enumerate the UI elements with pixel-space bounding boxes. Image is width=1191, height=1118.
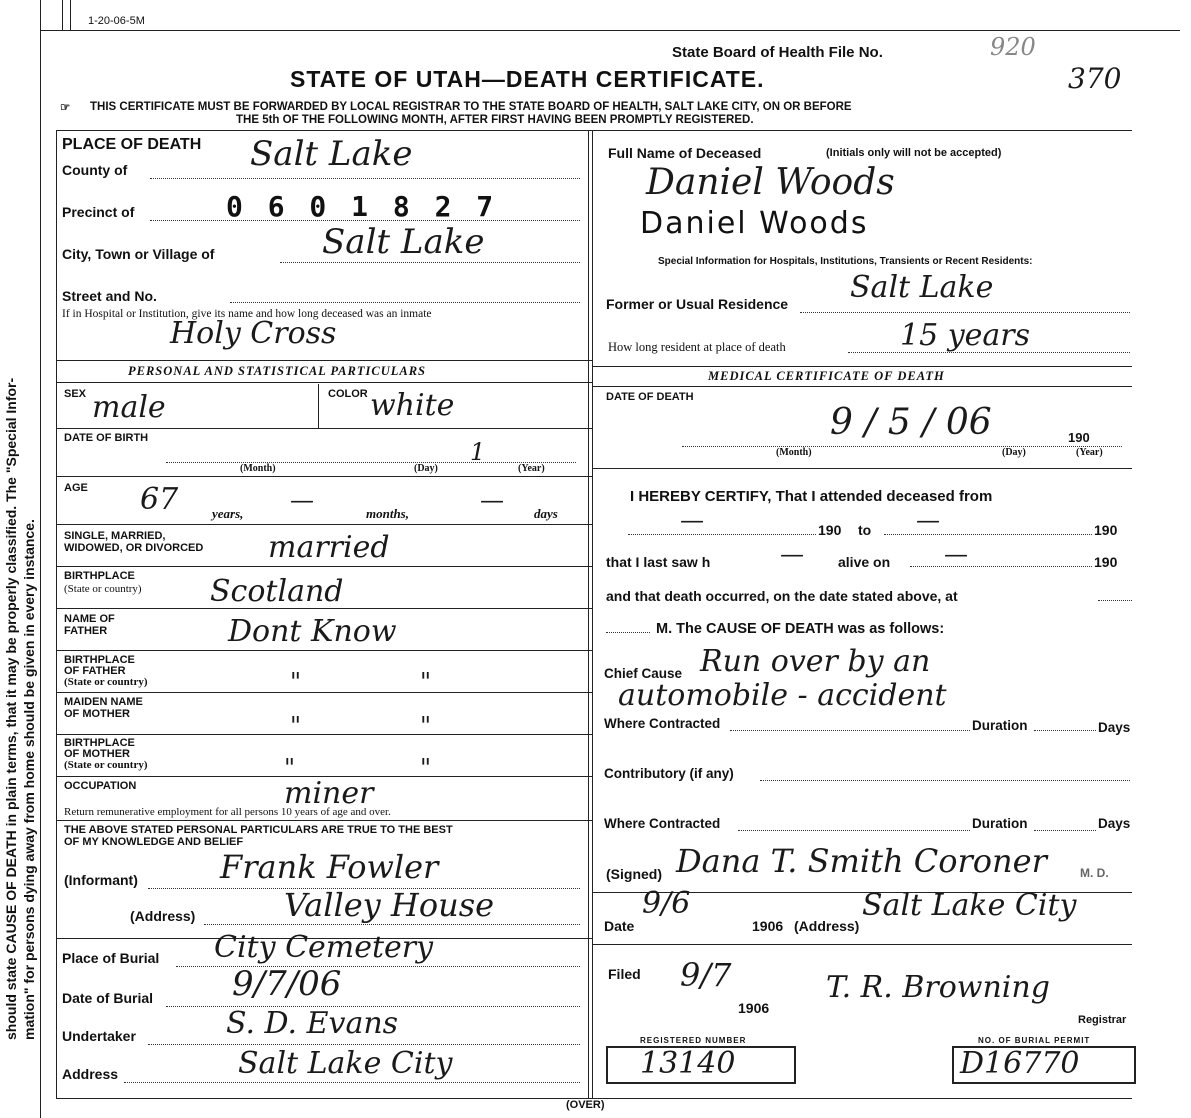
chief-label: Chief Cause — [604, 666, 683, 681]
dob-day: (Day) — [414, 463, 438, 474]
sex-value: male — [92, 390, 166, 425]
birthplace-label-1: BIRTHPLACE — [64, 570, 135, 582]
precinct-value: 0 6 0 1 8 2 7 — [226, 190, 498, 223]
address-line — [204, 924, 580, 925]
mother-ditto-2: " — [420, 712, 432, 740]
corner-number: 370 — [1068, 62, 1122, 95]
dod-month: (Month) — [776, 447, 812, 458]
undertaker-value: S. D. Evans — [226, 1006, 399, 1041]
marital-label-1: SINGLE, MARRIED, — [64, 530, 166, 542]
dob-line — [166, 462, 576, 463]
certify-text: I HEREBY CERTIFY, That I attended deceased from — [630, 488, 993, 505]
alive-line — [910, 566, 1092, 567]
mother-ditto-1: " — [290, 712, 302, 740]
county-label: County of — [62, 162, 128, 178]
true-statement — [64, 824, 453, 848]
und-address-label: Address — [62, 1066, 119, 1082]
reg-no-value: 13140 — [640, 1046, 736, 1081]
to-line — [884, 534, 1092, 535]
resident-value: 15 years — [900, 318, 1031, 353]
from-line — [628, 534, 816, 535]
permit-label: NO. OF BURIAL PERMIT — [978, 1036, 1091, 1045]
sex-color-divider — [318, 384, 319, 428]
addr-label: (Address) — [794, 918, 860, 934]
bp-mother-sub: (State or country) — [64, 759, 148, 771]
dob-month: (Month) — [240, 463, 276, 474]
occupation-note: Return remunerative employment for all persons 10 years of age and over. — [64, 806, 391, 818]
hospital-value: Holy Cross — [170, 316, 337, 351]
side-line-2: mation" for persons dying away from home should be given in every instance. — [21, 519, 37, 1040]
name-print: Daniel Woods — [640, 206, 869, 241]
personal-header: PERSONAL AND STATISTICAL PARTICULARS — [128, 364, 426, 378]
left-tick-1 — [62, 0, 63, 30]
undertaker-line — [148, 1044, 580, 1045]
body-top-rule — [56, 130, 1132, 131]
body-left-rule — [56, 130, 57, 1098]
dod-rule — [592, 468, 1132, 469]
medical-rule-top — [592, 366, 1132, 367]
date-value: 9/6 — [642, 886, 691, 921]
birthplace-sub: (State or country) — [64, 583, 142, 595]
und-address-line — [124, 1082, 580, 1083]
bp-father-label-1: BIRTHPLACE — [64, 654, 135, 666]
bp-mother-ditto-2: " — [420, 754, 432, 782]
true-line-2: OF MY KNOWLEDGE AND BELIEF — [64, 836, 244, 848]
father-value: Dont Know — [228, 614, 397, 649]
residence-value: Salt Lake — [850, 270, 994, 305]
resident-label: How long resident at place of death — [608, 340, 786, 354]
filed-value: 9/7 — [680, 956, 732, 994]
bp-father-rule — [56, 692, 592, 693]
personal-rule-bottom — [56, 382, 592, 383]
file-no-label: State Board of Health File No. — [672, 44, 883, 61]
father-label — [64, 613, 115, 637]
dod-label: DATE OF DEATH — [606, 391, 694, 403]
undertaker-label: Undertaker — [62, 1028, 136, 1044]
bp-mother-ditto-1: " — [284, 754, 296, 782]
mother-label-2: OF MOTHER — [64, 708, 130, 720]
age-months: months, — [366, 506, 409, 521]
signed-label: (Signed) — [606, 866, 662, 882]
chief-value-1: Run over by an — [700, 644, 931, 679]
marital-rule — [56, 566, 592, 567]
mother-label — [64, 696, 143, 720]
residence-label: Former or Usual Residence — [606, 296, 789, 312]
color-label: COLOR — [328, 388, 368, 400]
personal-rule-top — [56, 360, 592, 361]
informant-label: (Informant) — [64, 872, 138, 888]
name-label: Full Name of Deceased — [608, 145, 762, 161]
und-address-value: Salt Lake City — [238, 1046, 453, 1081]
father-label-1: NAME OF — [64, 613, 115, 625]
bp-father-label-2: OF FATHER — [64, 665, 126, 677]
medical-header: MEDICAL CERTIFICATE OF DEATH — [708, 369, 945, 383]
from-dash: — — [680, 506, 704, 534]
signed-value: Dana T. Smith Coroner — [676, 842, 1047, 880]
to-190: 190 — [1094, 522, 1118, 538]
occurred-line — [1098, 600, 1132, 601]
age-label: AGE — [64, 482, 88, 494]
name-script: Daniel Woods — [646, 162, 895, 203]
side-line-1: should state CAUSE OF DEATH in plain terms, that it may be properly classified. The "Special Infor- — [3, 377, 19, 1040]
contracted-label-1: Where Contracted — [604, 716, 721, 731]
birthplace-label — [64, 570, 142, 596]
street-line — [230, 302, 580, 303]
alive-190: 190 — [1094, 554, 1118, 570]
pointing-hand-icon: ☞ — [60, 102, 71, 114]
street-label: Street and No. — [62, 288, 157, 304]
duration-line-2 — [1034, 830, 1096, 831]
to-label: to — [858, 522, 872, 538]
occupation-label: OCCUPATION — [64, 780, 137, 792]
age-years: years, — [212, 506, 244, 521]
age-rule — [56, 524, 592, 525]
certificate-title: STATE OF UTAH—DEATH CERTIFICATE. — [290, 66, 765, 92]
contributory-label: Contributory (if any) — [604, 766, 734, 781]
center-divider-2 — [588, 130, 589, 1098]
registrar-signature: T. R. Browning — [826, 970, 1050, 1005]
instruction-line-1: THIS CERTIFICATE MUST BE FORWARDED BY LOCAL REGISTRAR TO THE STATE BOARD OF HEALTH, SALT LAKE CITY, ON OR BEFORE — [90, 101, 852, 113]
dod-day: (Day) — [1002, 447, 1026, 458]
duration-label-1: Duration — [972, 718, 1028, 733]
date-rule — [592, 944, 1132, 945]
date-year: 1906 — [752, 918, 784, 934]
side-instructions — [2, 0, 38, 1040]
alive-on: alive on — [838, 554, 891, 570]
dod-line — [682, 446, 1122, 447]
special-info: Special Information for Hospitals, Institutions, Transients or Recent Residents: — [658, 256, 1033, 267]
addr-value: Salt Lake City — [862, 888, 1077, 923]
sex-label: SEX — [64, 388, 87, 400]
permit-value: D16770 — [960, 1046, 1080, 1081]
burial-date-value: 9/7/06 — [232, 964, 342, 1004]
bp-father-ditto-2: " — [420, 668, 432, 696]
name-note: (Initials only will not be accepted) — [826, 147, 1002, 159]
contracted-label-2: Where Contracted — [604, 816, 721, 831]
dod-year-prefix: 190 — [1068, 430, 1090, 445]
reg-no-label: REGISTERED NUMBER — [640, 1036, 747, 1045]
dob-label: DATE OF BIRTH — [64, 432, 149, 444]
md-label: M. D. — [1080, 866, 1109, 880]
saw-prefix: that I last saw h — [606, 554, 711, 570]
form-code: 1-20-06-5M — [88, 15, 145, 27]
bp-mother-label-1: BIRTHPLACE — [64, 737, 135, 749]
dod-value: 9 / 5 / 06 — [830, 402, 992, 443]
contracted-line-1 — [730, 730, 970, 731]
dob-value: 1 — [470, 438, 486, 466]
dod-year: (Year) — [1076, 447, 1103, 458]
burial-place-label: Place of Burial — [62, 950, 160, 966]
city-line — [280, 262, 580, 263]
days-label-2: Days — [1098, 816, 1131, 831]
contributory-line — [760, 780, 1130, 781]
age-value: 67 — [140, 482, 179, 517]
sex-rule — [56, 428, 592, 429]
occupation-rule — [56, 820, 592, 821]
age-days: days — [534, 506, 558, 521]
alive-dash: — — [944, 540, 968, 568]
date-label: Date — [604, 918, 635, 934]
marital-label — [64, 530, 203, 554]
true-line-1: THE ABOVE STATED PERSONAL PARTICULARS ARE TRUE TO THE BEST — [64, 824, 453, 836]
file-no-value: 920 — [990, 33, 1036, 61]
informant-value: Frank Fowler — [220, 848, 439, 886]
bp-father-label — [64, 655, 148, 688]
left-border — [40, 0, 41, 1118]
occurred-text: and that death occurred, on the date stated above, at — [606, 588, 958, 604]
father-label-2: FATHER — [64, 625, 108, 637]
residence-line — [800, 312, 1130, 313]
duration-line-1 — [1034, 730, 1096, 731]
filed-year: 1906 — [738, 1000, 770, 1016]
to-dash: — — [916, 506, 940, 534]
dob-year: (Year) — [518, 463, 545, 474]
age-days-dash: — — [480, 486, 504, 514]
days-label-1: Days — [1098, 720, 1131, 735]
color-value: white — [370, 388, 455, 423]
contracted-line-2 — [738, 830, 970, 831]
hour-line — [606, 632, 650, 633]
address-value: Valley House — [284, 886, 495, 924]
county-value: Salt Lake — [250, 134, 413, 174]
top-border — [40, 30, 1180, 31]
bp-father-ditto-1: " — [290, 668, 302, 696]
marital-value: married — [268, 530, 390, 565]
city-label: City, Town or Village of — [62, 246, 215, 262]
center-divider — [592, 130, 593, 1098]
bp-mother-label — [64, 738, 148, 771]
burial-date-label: Date of Burial — [62, 990, 154, 1006]
filed-label: Filed — [608, 966, 641, 982]
left-tick-2 — [70, 0, 71, 30]
from-190: 190 — [818, 522, 842, 538]
saw-dash: — — [780, 540, 804, 568]
dob-rule — [56, 476, 592, 477]
chief-value-2: automobile - accident — [618, 678, 947, 713]
hospital-note: If in Hospital or Institution, give its name and how long deceased was an inmate — [62, 308, 432, 320]
occupation-value: miner — [284, 776, 374, 811]
cause-text: M. The CAUSE OF DEATH was as follows: — [656, 621, 945, 637]
birthplace-value: Scotland — [210, 574, 344, 609]
place-of-death-label: PLACE OF DEATH — [62, 136, 202, 153]
birthplace-rule — [56, 608, 592, 609]
father-rule — [56, 650, 592, 651]
registrar-label: Registrar — [1078, 1014, 1127, 1026]
address-label: (Address) — [130, 908, 196, 924]
age-months-dash: — — [290, 486, 314, 514]
marital-label-2: WIDOWED, OR DIVORCED — [64, 542, 204, 554]
instruction-line-2: THE 5th OF THE FOLLOWING MONTH, AFTER FIRST HAVING BEEN PROMPTLY REGISTERED. — [236, 114, 754, 126]
bp-father-sub: (State or country) — [64, 676, 148, 688]
mother-rule — [56, 734, 592, 735]
mother-label-1: MAIDEN NAME — [64, 696, 143, 708]
city-value: Salt Lake — [322, 222, 485, 262]
over-label: (OVER) — [566, 1099, 605, 1111]
burial-place-value: City Cemetery — [214, 930, 434, 965]
county-line — [150, 178, 580, 179]
precinct-label: Precinct of — [62, 204, 135, 220]
bp-mother-label-2: OF MOTHER — [64, 748, 130, 760]
duration-label-2: Duration — [972, 816, 1028, 831]
medical-rule-bottom — [592, 386, 1132, 387]
